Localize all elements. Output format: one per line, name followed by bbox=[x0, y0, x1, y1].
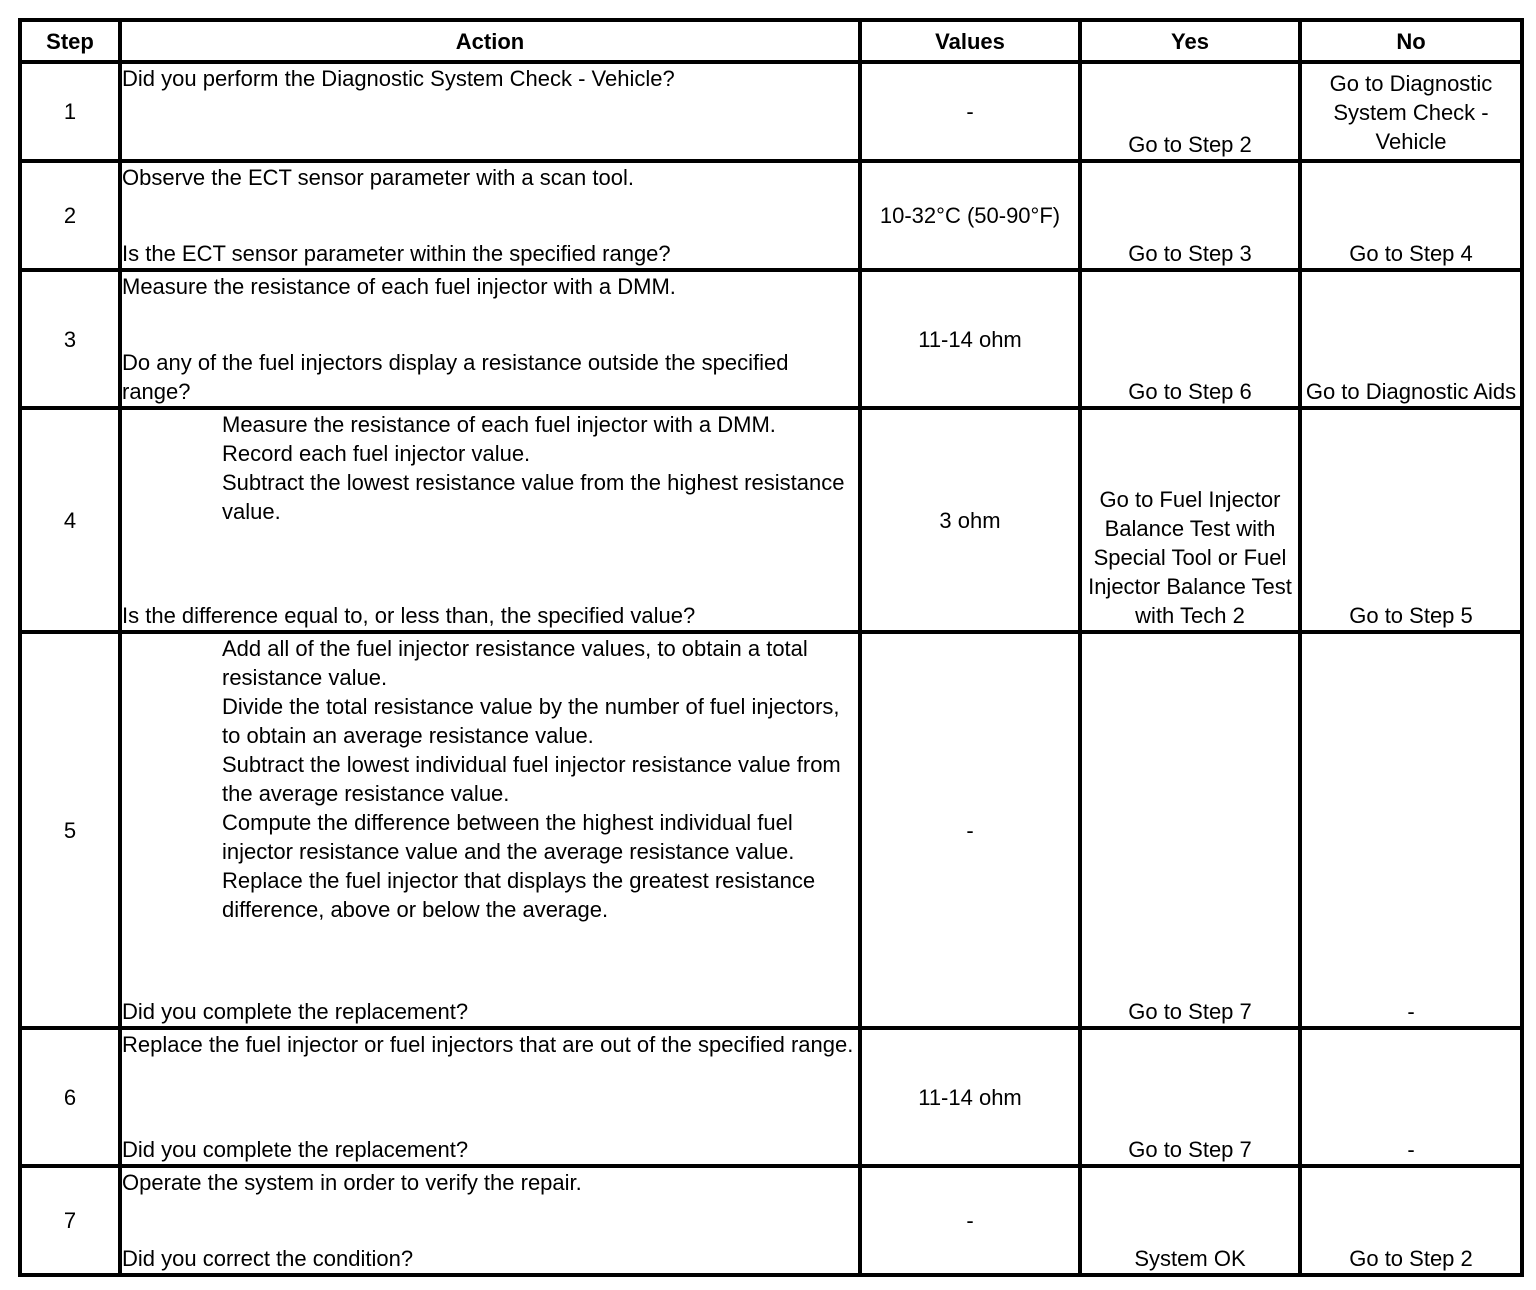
header-action: Action bbox=[120, 20, 860, 62]
table-row bbox=[20, 1028, 1522, 1166]
list-item: Subtract the lowest resistance value from the highest resistance value. bbox=[222, 470, 845, 524]
values-cell: - bbox=[860, 1166, 1080, 1275]
table-row bbox=[20, 408, 1522, 632]
values-cell: 10-32°C (50-90°F) bbox=[860, 161, 1080, 270]
values-cell: - bbox=[860, 62, 1080, 161]
table-row bbox=[20, 62, 1522, 161]
yes-cell: Go to Step 2 bbox=[1080, 62, 1300, 161]
no-cell: Go to Step 2 bbox=[1300, 1166, 1522, 1275]
header-yes: Yes bbox=[1080, 20, 1300, 62]
diagnostic-table bbox=[18, 18, 1524, 1277]
no-cell: Go to Step 5 bbox=[1300, 408, 1522, 632]
values-cell: 3 ohm bbox=[860, 408, 1080, 632]
no-cell: - bbox=[1300, 1028, 1522, 1166]
action-steps-list bbox=[122, 634, 858, 924]
yes-cell: Go to Step 3 bbox=[1080, 161, 1300, 270]
action-question: Is the ECT sensor parameter within the specified range? bbox=[122, 241, 671, 266]
action-text: Observe the ECT sensor parameter with a scan tool. bbox=[122, 165, 634, 190]
yes-cell: Go to Step 7 bbox=[1080, 1028, 1300, 1166]
action-steps-list bbox=[122, 410, 858, 526]
header-step: Step bbox=[20, 20, 120, 62]
no-cell: - bbox=[1300, 632, 1522, 1028]
action-cell bbox=[120, 408, 860, 632]
list-item: Compute the difference between the highest individual fuel injector resistance value and the average resistance value. bbox=[222, 810, 795, 864]
action-question: Did you complete the replacement? bbox=[122, 1137, 469, 1162]
step-number: 7 bbox=[20, 1166, 120, 1275]
table-row bbox=[20, 632, 1522, 1028]
table-row bbox=[20, 1166, 1522, 1275]
no-cell: Go to Diagnostic System Check - Vehicle bbox=[1300, 62, 1522, 161]
action-text: Measure the resistance of each fuel injector with a DMM. bbox=[122, 274, 676, 299]
action-cell bbox=[120, 62, 860, 161]
values-cell: 11-14 ohm bbox=[860, 1028, 1080, 1166]
list-item: Replace the fuel injector that displays the greatest resistance difference, above or below the average. bbox=[222, 868, 816, 922]
action-question: Did you complete the replacement? bbox=[122, 999, 469, 1024]
action-question: Do any of the fuel injectors display a resistance outside the specified range? bbox=[122, 350, 789, 404]
action-text: Operate the system in order to verify the repair. bbox=[122, 1170, 582, 1195]
header-row bbox=[20, 20, 1522, 62]
step-number: 6 bbox=[20, 1028, 120, 1166]
header-values: Values bbox=[860, 20, 1080, 62]
step-number: 3 bbox=[20, 270, 120, 408]
yes-cell: Go to Fuel Injector Balance Test with Special Tool or Fuel Injector Balance Test with Tech 2 bbox=[1080, 408, 1300, 632]
table-row bbox=[20, 270, 1522, 408]
header-no: No bbox=[1300, 20, 1522, 62]
action-cell bbox=[120, 1166, 860, 1275]
yes-cell: Go to Step 7 bbox=[1080, 632, 1300, 1028]
action-text: Replace the fuel injector or fuel injectors that are out of the specified range. bbox=[122, 1032, 854, 1057]
list-item: Measure the resistance of each fuel injector with a DMM. bbox=[222, 412, 776, 437]
values-cell: - bbox=[860, 632, 1080, 1028]
yes-cell: System OK bbox=[1080, 1166, 1300, 1275]
action-cell bbox=[120, 270, 860, 408]
action-text: Did you perform the Diagnostic System Check - Vehicle? bbox=[122, 66, 675, 91]
action-cell bbox=[120, 161, 860, 270]
list-item: Subtract the lowest individual fuel injector resistance value from the average resistance value. bbox=[222, 752, 841, 806]
action-question: Did you correct the condition? bbox=[122, 1246, 414, 1271]
step-number: 5 bbox=[20, 632, 120, 1028]
step-number: 2 bbox=[20, 161, 120, 270]
list-item: Add all of the fuel injector resistance values, to obtain a total resistance value. bbox=[222, 636, 808, 690]
yes-cell: Go to Step 6 bbox=[1080, 270, 1300, 408]
action-question: Is the difference equal to, or less than, the specified value? bbox=[122, 603, 696, 628]
no-cell: Go to Diagnostic Aids bbox=[1300, 270, 1522, 408]
table-row bbox=[20, 161, 1522, 270]
no-cell: Go to Step 4 bbox=[1300, 161, 1522, 270]
list-item: Record each fuel injector value. bbox=[222, 441, 531, 466]
action-cell bbox=[120, 632, 860, 1028]
values-cell: 11-14 ohm bbox=[860, 270, 1080, 408]
action-cell bbox=[120, 1028, 860, 1166]
list-item: Divide the total resistance value by the number of fuel injectors, to obtain an average resistance value. bbox=[222, 694, 840, 748]
step-number: 1 bbox=[20, 62, 120, 161]
step-number: 4 bbox=[20, 408, 120, 632]
